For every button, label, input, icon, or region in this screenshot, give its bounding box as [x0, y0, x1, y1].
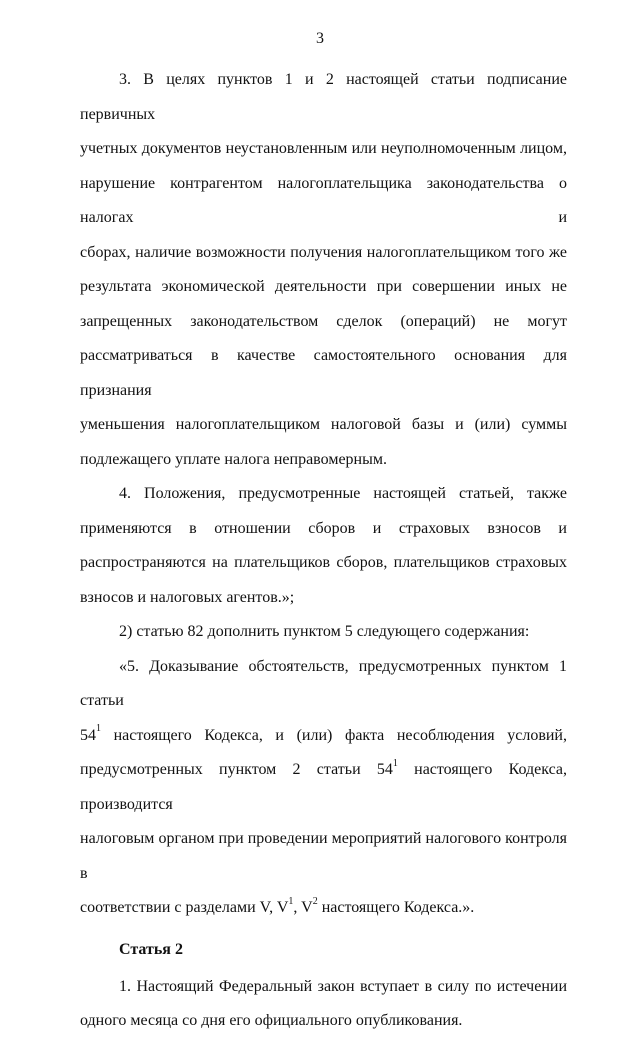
text-line: взносов и налоговых агентов.»;	[80, 588, 295, 606]
text-fragment: соответствии с разделами V, V	[80, 899, 289, 916]
text-fragment: предусмотренных пунктом 2 статьи 54	[80, 761, 393, 778]
text-line: 4. Положения, предусмотренные настоящей статьей, также	[119, 485, 567, 502]
superscript: 1	[96, 723, 101, 735]
text-line: применяются в отношении сборов и страховых взносов и	[80, 519, 567, 537]
paragraph-5	[80, 650, 567, 926]
text-fragment: 54	[80, 726, 96, 744]
text-line: запрещенных законодательством сделок (операций) не могут	[80, 312, 567, 330]
superscript: 1	[392, 757, 398, 769]
text-line: 2) статью 82 дополнить пунктом 5 следующего содержания:	[119, 623, 530, 640]
text-line: «5. Доказывание обстоятельств, предусмотренных пунктом 1 статьи	[80, 657, 567, 709]
text-line: сборах, наличие возможности получения налогоплательщиком того же	[80, 243, 567, 261]
text-line	[80, 753, 567, 822]
text-fragment: , V	[293, 899, 313, 916]
text-line: учетных документов неустановленным или неуполномоченным лицом,	[80, 140, 567, 157]
text-line: рассматриваться в качестве самостоятельного основания для признания	[80, 347, 567, 399]
text-fragment: настоящего Кодекса, производится	[80, 761, 568, 813]
text-fragment: настоящего Кодекса.».	[317, 899, 475, 916]
text-line: результата экономической деятельности при совершении иных не	[80, 278, 567, 295]
text-line: одного месяца со дня его официального опубликования.	[80, 1012, 463, 1029]
page-number: 3	[316, 30, 324, 47]
superscript: 2	[312, 895, 318, 907]
text-line: налоговым органом при проведении мероприятий налогового контроля в	[80, 830, 567, 882]
paragraph-4	[80, 477, 567, 615]
text-line: распространяются на плательщиков сборов, плательщиков страховых	[80, 554, 567, 571]
text-line: подлежащего уплате налога неправомерным.	[80, 450, 387, 468]
text-line	[80, 719, 567, 754]
text-line: нарушение контрагентом налогоплательщика законодательства о налогах и	[80, 174, 567, 226]
paragraph-amendment	[80, 615, 567, 650]
paragraph-final	[80, 970, 567, 1039]
superscript: 1	[288, 895, 294, 907]
text-line	[80, 891, 567, 926]
document-body	[80, 63, 567, 1039]
text-line: уменьшения налогоплательщиком налоговой базы и (или) суммы	[80, 416, 567, 433]
paragraph-3	[80, 63, 567, 477]
text-line: 1. Настоящий Федеральный закон вступает в силу по истечении	[119, 977, 567, 995]
text-fragment: настоящего Кодекса, и (или) факта несоблюдения условий,	[101, 726, 567, 744]
text-line: 3. В целях пунктов 1 и 2 настоящей статьи подписание первичных	[80, 71, 567, 123]
article-heading: Статья 2	[119, 940, 183, 958]
